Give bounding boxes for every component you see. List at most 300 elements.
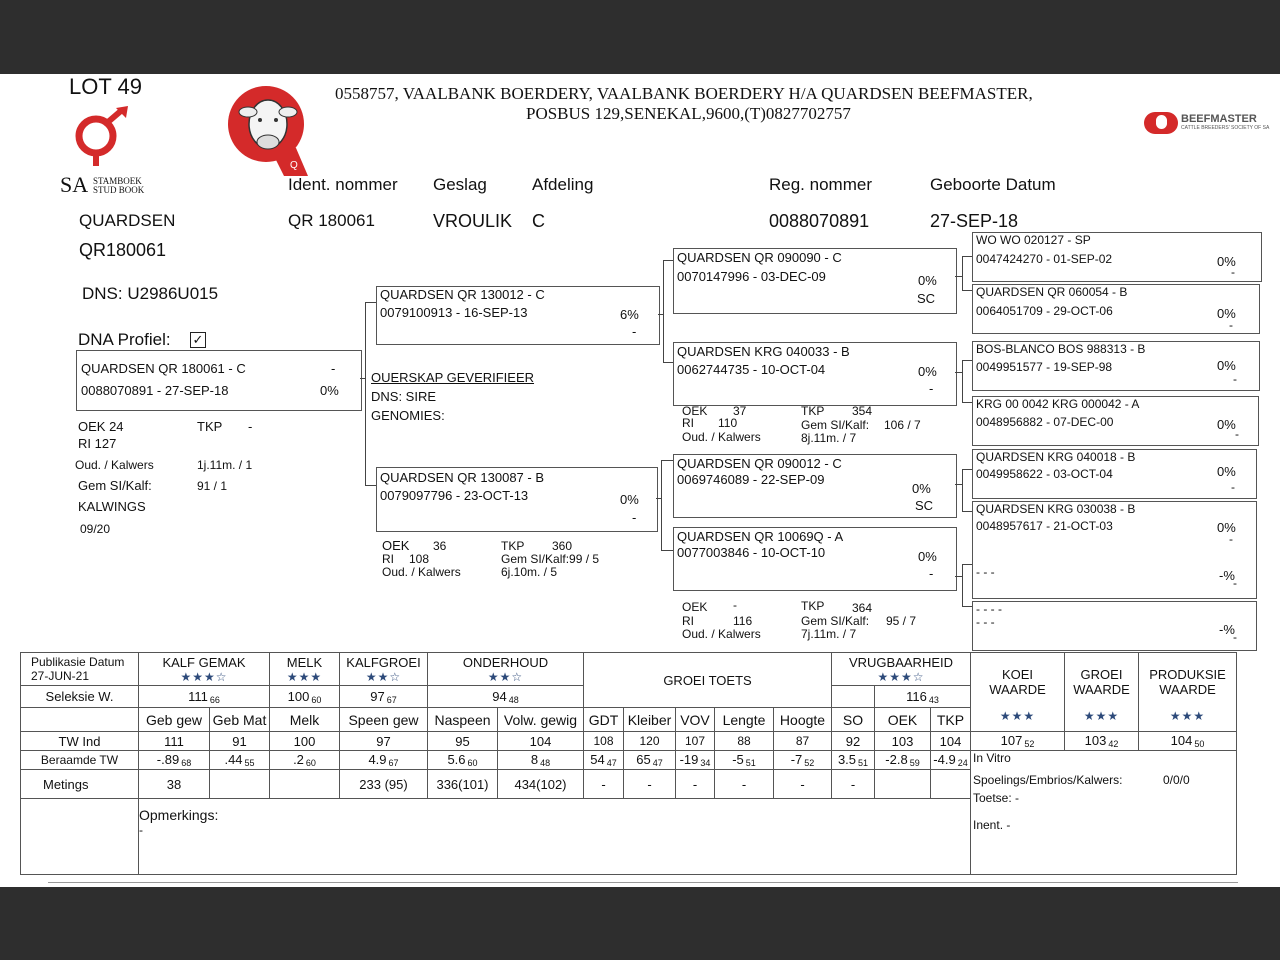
seleksie-value (875, 686, 971, 708)
label-ident: Ident. nommer (288, 175, 398, 194)
waarde-name1: GROEI (1080, 667, 1123, 682)
waarde-value (1065, 732, 1139, 751)
beefmaster-logo-sub: CATTLE BREEDERS' SOCIETY OF SA (1181, 125, 1270, 131)
connector (962, 606, 972, 607)
metings-cell (270, 770, 340, 799)
groei-toets-header: GROEI TOETS (584, 653, 832, 708)
dam-ri-label: RI (382, 552, 394, 566)
metings-cell: 336(101) (428, 770, 498, 799)
metings-cell: - (584, 770, 624, 799)
connector (962, 469, 963, 511)
gp-stats-oek-value: 37 (733, 404, 747, 418)
group-stars: ★★★☆ (180, 669, 228, 684)
animal-oek: OEK 24 (78, 419, 124, 434)
gp-note: SC (915, 498, 934, 513)
waarde-name2: WAARDE (1073, 682, 1130, 697)
vrug-empty-cell (832, 686, 875, 708)
owner-address-line-1: 0558757, VAALBANK BOERDERY, VAALBANK BOERDERY H/A QUARDSEN BEEFMASTER, (335, 84, 1033, 103)
animal-ident: QR 180061 (288, 211, 375, 230)
beefmaster-b-icon (1156, 115, 1167, 129)
seleksie-acc: 48 (508, 694, 519, 705)
waarde-name2: WAARDE (1159, 682, 1216, 697)
ggp-note: - (1231, 480, 1235, 494)
group-name: ONDERHOUD (462, 654, 549, 670)
waarde-stars: ★★★ (1169, 709, 1206, 723)
kalwings-label: KALWINGS (78, 499, 146, 514)
sa-logo-text: SA (60, 172, 89, 197)
metings-cell: - (774, 770, 832, 799)
sa-studbook-logo (60, 106, 160, 196)
tw-ind-cell: 103 (875, 732, 931, 751)
seleksie-acc: 43 (928, 694, 939, 705)
dam-gem: Gem SI/Kalf:99 / 5 (501, 552, 600, 566)
animal-tkp-value: - (248, 419, 253, 434)
waarde-stars: ★★★ (1083, 709, 1120, 723)
gp-stats-gem-value: 95 / 7 (886, 614, 917, 628)
tw-ind-cell: 92 (832, 732, 875, 751)
seleksie-number: 116 (906, 688, 927, 704)
beraamde-cell (340, 751, 428, 770)
tw-ind-cell: 108 (584, 732, 624, 751)
beraamde-acc: 60 (467, 758, 478, 768)
gp-stats-gem-value: 106 / 7 (884, 418, 921, 432)
beraamde-acc: 51 (745, 758, 756, 768)
spoelings-label: Spoelings/Embrios/Kalwers: (973, 773, 1123, 787)
pub-label: Publikasie Datum (31, 655, 125, 669)
animal-oud-value: 1j.11m. / 1 (197, 458, 253, 472)
great-grandparent-box (972, 232, 1262, 282)
metings-cell: 38 (139, 770, 210, 799)
tw-ind-cell: 120 (624, 732, 676, 751)
metings-cell: - (715, 770, 774, 799)
grandparent-box (673, 342, 957, 406)
onderhoud-header (428, 653, 584, 686)
animal-geboorte: 27-SEP-18 (930, 211, 1019, 231)
grandparent-box (673, 454, 957, 518)
ggp-line1: WO WO 020127 - SP (976, 233, 1091, 247)
in-vitro: In Vitro (973, 751, 1011, 765)
groei-waarde-header (1065, 653, 1139, 732)
connector (365, 485, 376, 486)
metings-cell: 434(102) (498, 770, 584, 799)
col-header: Kleiber (624, 708, 676, 732)
connector (962, 256, 972, 257)
beraamde-acc: 24 (957, 758, 968, 768)
col-header: Geb Mat (210, 708, 270, 732)
dam-oek-label: OEK (382, 538, 410, 553)
great-grandparent-box (972, 548, 1257, 599)
ggp-pct: 0% (1217, 254, 1236, 269)
beefmaster-logo (1144, 112, 1274, 134)
ggp-line2: 0048956882 - 07-DEC-00 (976, 415, 1114, 429)
beraamde-value: 54 (590, 752, 605, 767)
connector (661, 460, 673, 461)
beraamde-acc: 52 (804, 758, 815, 768)
beraamde-acc: 55 (244, 758, 255, 768)
kalf-gemak-header (139, 653, 270, 686)
seleksie-acc: 67 (386, 694, 397, 705)
genetic-evaluation-table (20, 652, 1237, 875)
ggp-line2: 0049958622 - 03-OCT-04 (976, 467, 1113, 481)
gp-stats-oek-value: - (733, 598, 737, 612)
animal-reg: 0088070891 (769, 211, 870, 231)
grandparent-box (673, 248, 957, 314)
gp-stats-oud-label: Oud. / Kalwers (682, 627, 761, 641)
gp-line2: 0070147996 - 03-DEC-09 (677, 269, 826, 284)
row-label-tw-ind: TW Ind (21, 732, 139, 751)
ggp-note: - (1229, 318, 1233, 332)
waarde-name1: KOEI (1001, 667, 1034, 682)
col-header: Naspeen (428, 708, 498, 732)
gp-stats-tkp-label: TKP (801, 404, 825, 418)
metings-cell (931, 770, 971, 799)
ggp-line1: QUARDSEN KRG 040018 - B (976, 450, 1136, 464)
sa-stamboek-text: STAMBOEK (93, 176, 142, 186)
beraamde-value: 8 (530, 752, 539, 767)
koei-waarde-header (971, 653, 1065, 732)
ggp-line1: KRG 00 0042 KRG 000042 - A (976, 397, 1140, 411)
waarde-value (971, 732, 1065, 751)
great-grandparent-box (972, 284, 1260, 334)
gp-pct: 0% (918, 549, 937, 564)
breeding-info-panel (971, 751, 1237, 875)
beraamde-cell (139, 751, 210, 770)
gp-stats-oud-value: 7j.11m. / 7 (801, 627, 857, 641)
animal-box-dash: - (331, 361, 336, 376)
gp-stats-gem-label: Gem SI/Kalf: (801, 614, 870, 628)
pedigree-certificate (0, 74, 1280, 887)
row-label-beraamde: Beraamde TW (21, 751, 139, 770)
sa-studbook-text: STUD BOOK (93, 185, 145, 195)
kalfgroei-header (340, 653, 428, 686)
beraamde-value: -.89 (156, 752, 180, 767)
gp-stats-ri-value: 110 (718, 416, 738, 430)
gp-stats-oek-label: OEK (682, 600, 708, 614)
gp-pct: 0% (912, 481, 931, 496)
gp-stats-ri-value: 116 (733, 614, 753, 628)
connector (663, 260, 664, 362)
waarde-number: 107 (1000, 733, 1023, 748)
ggp-line1: QUARDSEN KRG 030038 - B (976, 502, 1136, 516)
parentage-dns: DNS: SIRE (371, 389, 437, 404)
animal-oud-label: Oud. / Kalwers (75, 458, 154, 472)
animal-gem-label: Gem SI/Kalf: (78, 478, 152, 493)
beraamde-value: -5 (732, 752, 744, 767)
beraamde-cell (624, 751, 676, 770)
grandparent-box (673, 527, 957, 591)
opmerkings-value: - (139, 823, 143, 837)
gp-line1: QUARDSEN QR 10069Q - A (677, 529, 844, 544)
sire-note: - (632, 324, 637, 339)
beraamde-cell (832, 751, 875, 770)
beraamde-cell (676, 751, 715, 770)
ggp-line2: 0048957617 - 21-OCT-03 (976, 519, 1113, 533)
ggp-note: - (1233, 630, 1237, 644)
ggp-pct: -% (1219, 568, 1235, 583)
dam-tkp-value: 360 (552, 539, 573, 553)
gp-stats-oud-value: 8j.11m. / 7 (801, 431, 857, 445)
col-header: Speen gew (340, 708, 428, 732)
group-name: KALF GEMAK (162, 654, 246, 670)
col-header: Volw. gewig (498, 708, 584, 732)
dam-oek-value: 36 (433, 539, 447, 553)
sire-line1: QUARDSEN QR 130012 - C (380, 287, 545, 302)
metings-cell (210, 770, 270, 799)
gp-stats-oud-label: Oud. / Kalwers (682, 430, 761, 444)
beraamde-value: -7 (790, 752, 803, 767)
beraamde-acc: 47 (652, 758, 663, 768)
gp-line2: 0077003846 - 10-OCT-10 (677, 545, 826, 560)
connector (661, 550, 673, 551)
beraamde-cell (210, 751, 270, 770)
animal-afdeling: C (532, 211, 545, 231)
waarde-name2: WAARDE (989, 682, 1046, 697)
gp-stats-gem-label: Gem SI/Kalf: (801, 418, 870, 432)
group-name: KALFGROEI (346, 654, 421, 670)
blank-label-cell (21, 708, 139, 732)
dam-line2: 0079097796 - 23-OCT-13 (380, 488, 529, 503)
vrugbaarheid-header (832, 653, 971, 686)
col-header: Melk (270, 708, 340, 732)
great-grandparent-box (972, 341, 1260, 391)
label-geboorte: Geboorte Datum (930, 175, 1056, 194)
melk-header (270, 653, 340, 686)
toetse: Toetse: - (973, 791, 1020, 805)
group-stars: ★★☆ (487, 669, 524, 684)
gp-line2: 0069746089 - 22-SEP-09 (677, 472, 825, 487)
beraamde-acc: 59 (909, 758, 920, 768)
ggp-pct: 0% (1217, 306, 1236, 321)
gp-line1: QUARDSEN QR 090012 - C (677, 456, 842, 471)
beraamde-value: 4.9 (368, 752, 387, 767)
tw-ind-cell: 107 (676, 732, 715, 751)
seleksie-number: 100 (287, 688, 310, 704)
group-stars: ★★★☆ (877, 669, 925, 684)
gp-stats-oek-label: OEK (682, 404, 708, 418)
connector (663, 362, 673, 363)
seleksie-label: Seleksie W. (21, 686, 139, 708)
owner-address-line-2: POSBUS 129,SENEKAL,9600,(T)0827702757 (526, 104, 851, 123)
waarde-stars: ★★★ (999, 709, 1036, 723)
metings-cell: - (624, 770, 676, 799)
seleksie-value (270, 686, 340, 708)
ggp-line2: 0049951577 - 19-SEP-98 (976, 360, 1113, 374)
connector (962, 511, 972, 512)
dam-line1: QUARDSEN QR 130087 - B (380, 470, 545, 485)
connector (365, 302, 376, 303)
seleksie-acc: 66 (209, 694, 220, 705)
animal-geslag: VROULIK (433, 211, 513, 231)
label-geslag: Geslag (433, 175, 487, 194)
seleksie-acc: 60 (311, 694, 322, 705)
animal-ri: RI 127 (78, 436, 117, 451)
tw-ind-cell: 88 (715, 732, 774, 751)
group-stars: ★★☆ (365, 669, 402, 684)
ggp-pct: 0% (1217, 464, 1236, 479)
connector (962, 564, 972, 565)
ggp-note: - (1235, 427, 1239, 441)
tw-ind-cell: 100 (270, 732, 340, 751)
seleksie-number: 94 (492, 688, 507, 704)
tw-ind-cell: 95 (428, 732, 498, 751)
dam-oud-label: Oud. / Kalwers (382, 565, 461, 579)
waarde-name1: PRODUKSIE (1149, 667, 1226, 682)
sire-box (376, 286, 660, 345)
gp-note: - (929, 566, 934, 581)
animal-ident-full: QR180061 (79, 240, 167, 260)
q-logo-letter: Q (290, 160, 298, 171)
dna-profiel-label: DNA Profiel: (78, 330, 171, 349)
connector (962, 256, 963, 290)
connector (962, 360, 963, 402)
ggp-line2: - - - (976, 615, 995, 629)
gp-stats-ri-label: RI (682, 416, 694, 430)
metings-cell: - (832, 770, 875, 799)
great-grandparent-box (972, 501, 1257, 551)
gp-line2: 0062744735 - 10-OCT-04 (677, 362, 826, 377)
quardsen-q-logo (226, 84, 334, 176)
col-header: GDT (584, 708, 624, 732)
group-stars: ★★★ (286, 669, 323, 684)
ggp-pct: 0% (1217, 417, 1236, 432)
ggp-line1: BOS-BLANCO BOS 988313 - B (976, 342, 1146, 356)
gp-note: SC (917, 291, 936, 306)
pub-date: 27-JUN-21 (31, 669, 90, 683)
beefmaster-logo-text: BEEFMASTER (1181, 113, 1257, 125)
ggp-line1: QUARDSEN QR 060054 - B (976, 285, 1128, 299)
dam-box (376, 467, 658, 532)
pub-cell (21, 653, 139, 686)
col-header: Lengte (715, 708, 774, 732)
connector (962, 402, 972, 403)
dam-note: - (632, 510, 637, 525)
seleksie-value (428, 686, 584, 708)
connector (663, 260, 673, 261)
produksie-waarde-header (1139, 653, 1237, 732)
ggp-note: - (1229, 532, 1233, 546)
ggp-pct: -% (1219, 622, 1235, 637)
beraamde-acc: 60 (305, 758, 316, 768)
row-label-metings: Metings (21, 770, 139, 799)
beraamde-acc: 48 (540, 758, 551, 768)
waarde-acc: 42 (1108, 739, 1119, 749)
sire-line2: 0079100913 - 16-SEP-13 (380, 305, 528, 320)
ggp-note: - (1231, 265, 1235, 279)
waarde-number: 103 (1084, 733, 1107, 748)
animal-name: QUARDSEN (79, 211, 176, 230)
gp-pct: 0% (918, 273, 937, 288)
waarde-value (1139, 732, 1237, 751)
animal-box-line1: QUARDSEN QR 180061 - C (81, 361, 246, 376)
beraamde-cell (498, 751, 584, 770)
tw-ind-cell: 104 (498, 732, 584, 751)
ggp-pct: 0% (1217, 358, 1236, 373)
beraamde-value: .2 (293, 752, 304, 767)
animal-box-pct: 0% (320, 383, 339, 398)
gp-line1: QUARDSEN KRG 040033 - B (677, 344, 850, 359)
tw-ind-cell: 111 (139, 732, 210, 751)
beraamde-value: 3.5 (837, 752, 857, 767)
waarde-acc: 50 (1194, 739, 1205, 749)
lot-number: LOT 49 (69, 74, 142, 99)
animal-gem-value: 91 / 1 (197, 479, 228, 493)
connector (962, 290, 972, 291)
beraamde-cell (715, 751, 774, 770)
ggp-line1: - - - - (976, 602, 1002, 616)
connector (962, 469, 972, 470)
animal-tkp-label: TKP (197, 419, 223, 434)
gp-stats-tkp-value: 364 (852, 601, 873, 615)
beraamde-acc: 34 (700, 758, 711, 768)
beraamde-value: -4.9 (933, 752, 956, 767)
connector (962, 564, 963, 606)
great-grandparent-box (972, 601, 1257, 651)
tw-ind-cell: 87 (774, 732, 832, 751)
beraamde-acc: 67 (388, 758, 399, 768)
gp-line1: QUARDSEN QR 090090 - C (677, 250, 842, 265)
beraamde-cell (428, 751, 498, 770)
spoelings-value: 0/0/0 (1163, 773, 1190, 787)
ggp-note: - (1233, 372, 1237, 386)
col-header: TKP (931, 708, 971, 732)
beraamde-acc: 51 (858, 758, 869, 768)
beraamde-value: .44 (224, 752, 243, 767)
seleksie-value (139, 686, 270, 708)
breeding-info-inner (971, 751, 1236, 871)
group-name: VRUGBAARHEID (848, 654, 954, 670)
gp-pct: 0% (918, 364, 937, 379)
opmerkings-label-cell (21, 799, 139, 875)
gp-note: - (929, 381, 934, 396)
col-header: Hoogte (774, 708, 832, 732)
gp-stats-tkp-value: 354 (852, 404, 873, 418)
ggp-line2: - - - (976, 565, 995, 579)
seleksie-value (340, 686, 428, 708)
animal-box-line2: 0088070891 - 27-SEP-18 (81, 383, 229, 398)
beraamde-acc: 68 (181, 758, 192, 768)
ggp-pct: 0% (1217, 520, 1236, 535)
metings-cell: 233 (95) (340, 770, 428, 799)
beraamde-value: -19 (679, 752, 699, 767)
metings-cell: - (676, 770, 715, 799)
connector (962, 360, 972, 361)
connector (661, 460, 662, 550)
waarde-acc: 52 (1024, 739, 1035, 749)
kalwings-date: 09/20 (80, 522, 111, 536)
great-grandparent-box (972, 449, 1257, 499)
ggp-line2: 0047424270 - 01-SEP-02 (976, 252, 1113, 266)
dam-oud-value: 6j.10m. / 5 (501, 565, 558, 579)
beraamde-cell (931, 751, 971, 770)
animal-box (76, 350, 362, 411)
beraamde-value: 65 (636, 752, 651, 767)
opmerkings-label: Opmerkings: (139, 807, 219, 823)
col-header: Geb gew (139, 708, 210, 732)
dam-ri-value: 108 (409, 552, 430, 566)
connector (365, 302, 366, 485)
footer-rule (48, 882, 1238, 883)
opmerkings-cell (139, 799, 971, 875)
animal-dns: DNS: U2986U015 (82, 284, 219, 303)
beraamde-value: 5.6 (447, 752, 466, 767)
group-name: MELK (286, 654, 323, 670)
inent: Inent. - (973, 818, 1011, 832)
sire-pct: 6% (620, 307, 639, 322)
label-reg: Reg. nommer (769, 175, 872, 194)
beraamde-cell (774, 751, 832, 770)
parentage-genomies: GENOMIES: (371, 408, 445, 423)
bottom-dark-band (0, 887, 1280, 960)
